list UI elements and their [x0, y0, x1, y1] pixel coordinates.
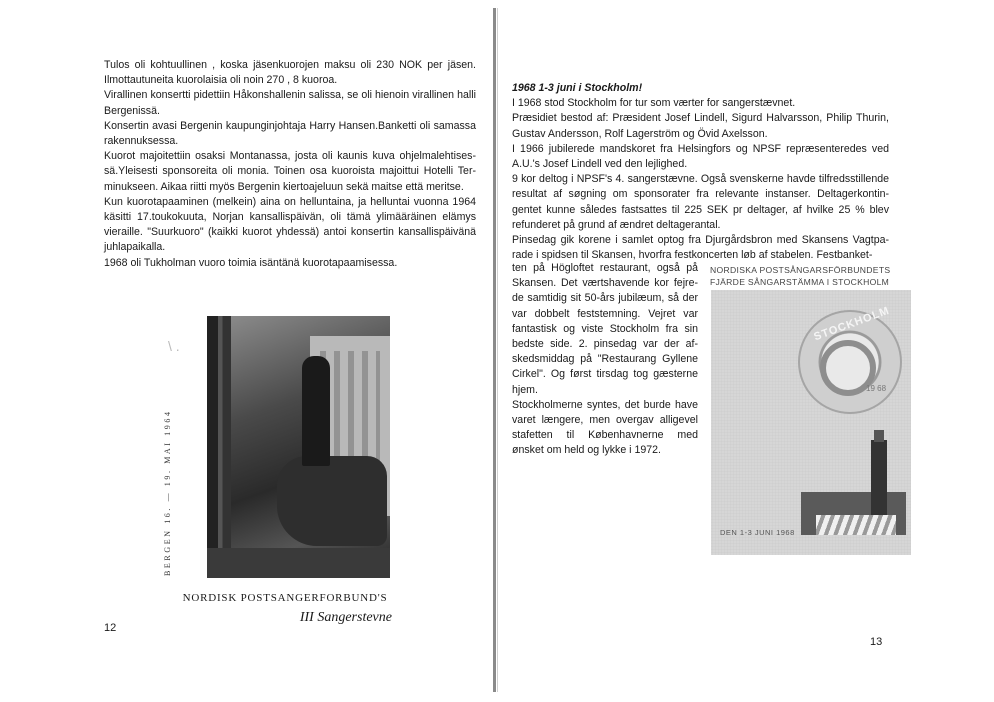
poster-heading-line1: NORDISKA POSTSÅNGARSFÖRBUNDETS [710, 265, 891, 275]
paragraph: I 1966 jubilerede mandskoret fra Helsingfors og NPSF repræsenteredes ved A.U.'s Josef Lindell ved den lejlighed. [512, 142, 889, 171]
book-spine [493, 8, 496, 692]
poster-subtitle: III Sangerstevne [299, 610, 392, 625]
paragraph: 9 kor deltog i NPSF's 4. sangerstævne. Også svenskerne havde tilfredsstillende resultat af søgning om sponsorater fra relevante instanser. Deltagerkontin-gentet kunne således fastsattes til 225 SEK pr deltager, af hvilke 25 % blev refunderet på grund af ændret deltagerantal. [512, 173, 889, 231]
page-number-right: 13 [870, 636, 883, 648]
paragraph: Pinsedag gik korene i samlet optog fra Djurgårdsbron med Skansens Vagtpa-rade i spidsen til Skansen, hvorfra festkoncerten løb af stabelen. Festbanket- [512, 234, 889, 262]
rock-base-shape [277, 456, 387, 546]
emblem-text: STOCKHOLM [812, 304, 892, 344]
page-number-left: 12 [104, 622, 117, 634]
poster-date: DEN 1-3 JUNI 1968 [720, 528, 795, 537]
poster-heading-line2: FJÄRDE SÅNGARSTÄMMA I STOCKHOLM [710, 277, 890, 287]
bergen-poster-photo [207, 316, 390, 578]
paragraph: Stockholmerne syntes, det burde have varet længere, men overgav alligevel stafetten til Københavnerne med ønsket om held og lykke i 1972. [512, 398, 698, 457]
paragraph: Kuorot majoitettiin osaksi Montanassa, josta oli kaunis kuva ohjelmalehtises-sä.Yleisesti sponsoreita oli monia. Toinen osa kuoroista majoittui Hotelli Ter-minukseen. Aikaa riitti myös Bergenin kiertoajeluun sekä maitse että meritse. [104, 150, 476, 193]
poster-title: NORDISK POSTSANGERFORBUND'S [182, 592, 388, 604]
paragraph: 1968 oli Tukholman vuoro toimia isäntänä kuorotapaamisessa. [104, 256, 398, 269]
paragraph: ten på Högloftet restaurant, også på Skansen. Det værtshavende kor fejre-de samtidig sit 50-års jubilæum, så der var dobbelt feststemning. Vejret var fantastisk og viste Stockholm fra sin bedste side. 2. pinsedag var der af-skedsmiddag på "Restaurang Gyllene Cirkel". Og først tirsdag tog gæsterne hjem. [512, 262, 698, 396]
right-page [498, 0, 994, 702]
left-page [0, 0, 493, 702]
ground-shape [207, 548, 390, 578]
paragraph: I 1968 stod Stockholm for tur som værter for sangerstævnet. [512, 97, 796, 110]
section-heading: 1968 1-3 juni i Stockholm! [512, 82, 643, 94]
poster-vertical-label: BERGEN 16. — 19. MAI 1964 [163, 409, 172, 576]
emblem-year: 19 68 [866, 384, 887, 393]
left-page-text [104, 58, 476, 271]
paragraph: Kun kuorotapaaminen (melkein) aina on helluntaina, ja helluntai vuonna 1964 käsitti 17.toukokuuta, Norjan kansallispäivän, oli tämä ylimääräinen elämys vieraille. "Suurkuoro" (kaikki kuorot yhdessä) antoi konsertin kansallispäivänä juhlapaikalla. [104, 195, 476, 254]
right-page-text [512, 81, 889, 263]
paragraph: Konsertin avasi Bergenin kaupunginjohtaja Harry Hansen.Banketti oli samassa rakennuksessa. [104, 119, 476, 148]
paragraph: Virallinen konsertti pidettiin Håkonshallenin salissa, se oli hienoin virallinen halli Bergenissä. [104, 89, 476, 117]
wrapped-text [512, 261, 698, 459]
city-hall-illustration [801, 440, 906, 535]
scan-mark: \ . [168, 338, 180, 354]
paragraph: Præsidiet bestod af: Præsident Josef Lindell, Sigurd Halvarsson, Philip Thurin, Gustav Andersson, Rolf Lagerström og Övid Axelsson. [512, 112, 889, 140]
sailboats [816, 515, 896, 535]
tree-shape [207, 316, 267, 578]
paragraph: Tulos oli kohtuullinen , koska jäsenkuorojen maksu oli 230 NOK per jäsen. Ilmottautuneita kuorolaisia oli noin 270 , 8 kuoroa. [104, 59, 476, 87]
statue-shape [302, 356, 330, 466]
